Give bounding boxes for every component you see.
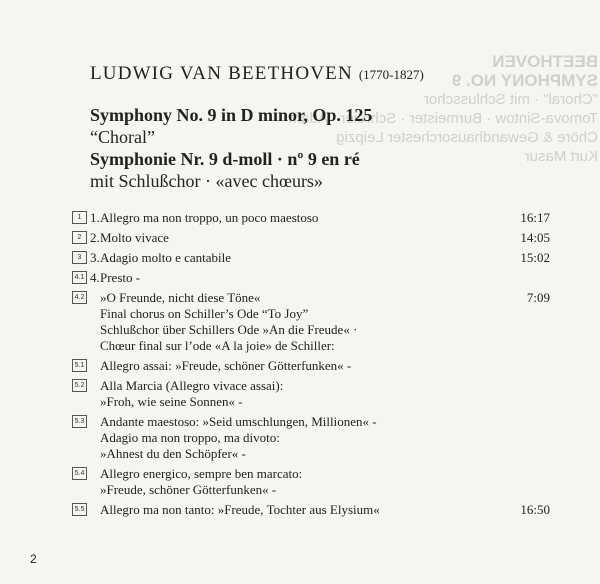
- track-description: [100, 502, 550, 518]
- bleed-line: Kurt Masur: [524, 148, 598, 165]
- track-index-box: 1: [72, 211, 87, 224]
- track-row: [72, 230, 550, 246]
- track-text-line: Adagio ma non troppo, ma divoto:: [100, 430, 280, 445]
- work-title: Symphony No. 9 in D minor, Op. 125: [90, 105, 373, 125]
- track-description: [100, 466, 550, 498]
- work-title-english: [90, 104, 372, 148]
- movement-number: 1.: [90, 210, 100, 225]
- track-duration: 7:09: [526, 290, 550, 305]
- track-index-box: 4.1: [72, 271, 87, 284]
- track-index-box: 2: [72, 231, 87, 244]
- track-row: [72, 290, 550, 354]
- track-index-box: 5.2: [72, 379, 87, 392]
- bleed-line: Tomova-Sintow · Burmeister · Schreier · Adam: [288, 110, 598, 127]
- track-description: [100, 210, 550, 226]
- track-description: [100, 230, 550, 246]
- track-text-line: Presto -: [100, 270, 141, 285]
- track-text-line: »Froh, wie seine Sonnen« -: [100, 394, 243, 409]
- track-text-line: »Freude, schöner Götterfunken« -: [100, 482, 277, 497]
- track-description: [100, 290, 550, 354]
- track-duration: 14:05: [520, 230, 550, 245]
- composer-name: LUDWIG VAN BEETHOVEN: [90, 63, 353, 84]
- track-index-box: 5.5: [72, 503, 87, 516]
- track-text-line: Final chorus on Schiller’s Ode “To Joy”: [100, 306, 309, 321]
- track-index-box: 5.4: [72, 467, 87, 480]
- bleed-line: Chöre & Gewandhausorchester Leipzig: [336, 129, 598, 146]
- track-index-box: 4.2: [72, 291, 87, 304]
- work-title-german-french: [90, 148, 360, 192]
- track-row: [72, 210, 550, 226]
- track-text-line: Allegro ma non troppo, un poco maestoso: [100, 210, 319, 225]
- track-text-line: Molto vivace: [100, 230, 169, 245]
- composer-dates: (1770-1827): [358, 67, 424, 82]
- track-row: [72, 270, 550, 286]
- track-row: [72, 414, 550, 462]
- work-title-de: Symphonie Nr. 9 d-moll · nº 9 en ré: [90, 149, 360, 169]
- track-text-line: »O Freunde, nicht diese Töne«: [100, 290, 261, 305]
- page-number: 2: [30, 552, 37, 566]
- bleed-line: "Choral" · mit Schlusschor: [423, 91, 598, 108]
- work-subtitle-de: mit Schlußchor · «avec chœurs»: [90, 171, 323, 191]
- track-index-box: 5.3: [72, 415, 87, 428]
- track-text-line: Alla Marcia (Allegro vivace assai):: [100, 378, 284, 393]
- track-description: [100, 358, 550, 374]
- track-list: [72, 210, 550, 518]
- track-row: [72, 466, 550, 498]
- track-row: [72, 378, 550, 410]
- track-row: [72, 358, 550, 374]
- bleed-line: SYMPHONY NO. 9: [451, 71, 598, 90]
- track-description: [100, 270, 550, 286]
- track-index-box: 5.1: [72, 359, 87, 372]
- track-text-line: Allegro ma non tanto: »Freude, Tochter aus Elysium«: [100, 502, 380, 517]
- work-subtitle: “Choral”: [90, 127, 155, 147]
- track-text-line: »Ahnest du den Schöpfer« -: [100, 446, 246, 461]
- bleed-line: BEETHOVEN: [492, 52, 598, 71]
- track-duration: 16:50: [520, 502, 550, 517]
- track-description: [100, 250, 550, 266]
- track-text-line: Schlußchor über Schillers Ode »An die Freude« ·: [100, 322, 358, 337]
- track-row: [72, 502, 550, 518]
- track-description: [100, 378, 550, 410]
- movement-number: 4.: [90, 270, 100, 285]
- composer-heading: [90, 63, 424, 85]
- track-text-line: Adagio molto e cantabile: [100, 250, 232, 265]
- track-text-line: Allegro energico, sempre ben marcato:: [100, 466, 303, 481]
- movement-number: 2.: [90, 230, 100, 245]
- track-text-line: Andante maestoso: »Seid umschlungen, Millionen« -: [100, 414, 377, 429]
- track-index-box: 3: [72, 251, 87, 264]
- track-text-line: Allegro assai: »Freude, schöner Götterfunken« -: [100, 358, 352, 373]
- track-text-line: Chœur final sur l’ode «A la joie» de Schiller:: [100, 338, 335, 353]
- track-duration: 15:02: [520, 250, 550, 265]
- track-description: [100, 414, 550, 462]
- movement-number: 3.: [90, 250, 100, 265]
- track-row: [72, 250, 550, 266]
- track-duration: 16:17: [520, 210, 550, 225]
